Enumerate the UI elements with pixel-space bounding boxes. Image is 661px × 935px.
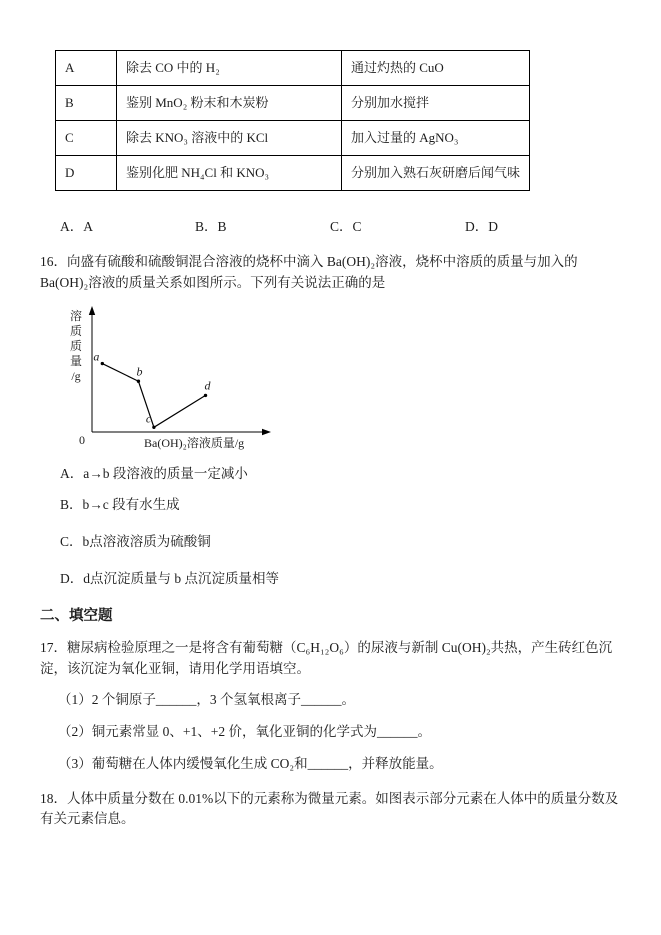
option-label-cell: D bbox=[56, 156, 117, 191]
svg-text:b: b bbox=[136, 364, 143, 379]
option-label-cell: B bbox=[56, 86, 117, 121]
choice-c: C．C bbox=[330, 219, 362, 234]
q16-option-a: A．a→b 段溶液的质量一定减小 bbox=[60, 465, 248, 481]
choice-d: D．D bbox=[465, 219, 498, 234]
q15-option-table bbox=[55, 50, 530, 191]
solute-mass-chart bbox=[54, 300, 294, 458]
q17-text: 17．糖尿病检验原理之一是将含有葡萄糖（C₆H₁₂O₆）的尿液与新制 Cu(OH)₂共热，产生砖红色沉淀，该沉淀为氧化亚铜，请用化学用语填空。 bbox=[40, 639, 613, 676]
choice-a: A．A bbox=[60, 219, 93, 234]
operation-cell: 除去 KNO₃ 溶液中的 KCl bbox=[117, 121, 342, 156]
table-row bbox=[56, 86, 530, 121]
svg-text:量: 量 bbox=[69, 353, 83, 368]
choice-b: B．B bbox=[195, 219, 227, 234]
q17-part-3: （3）葡萄糖在人体内缓慢氧化生成 CO₂和______，并释放能量。 bbox=[58, 755, 443, 771]
q17-part-1: （1）2 个铜原子______，3 个氢氧根离子______。 bbox=[58, 691, 355, 707]
section-title: 二、填空题 bbox=[40, 608, 113, 625]
svg-text:a: a bbox=[93, 349, 100, 364]
q16-text: 16．向盛有硫酸和硫酸铜混合溶液的烧杯中滴入 Ba(OH)₂溶液，烧杯中溶质的质量与加入的 Ba(OH)₂溶液的质量关系如图所示。下列有关说法正确的是 bbox=[40, 253, 578, 290]
table-row bbox=[56, 156, 530, 191]
method-cell: 分别加入熟石灰研磨后闻气味 bbox=[342, 156, 530, 191]
table-row bbox=[56, 121, 530, 156]
q16-option-c: C．b点溶液溶质为硫酸铜 bbox=[60, 533, 211, 549]
chart-canvas bbox=[54, 300, 294, 458]
q17-parts bbox=[40, 690, 623, 775]
table-row bbox=[56, 51, 530, 86]
q16-option-d: D．d点沉淀质量与 b 点沉淀质量相等 bbox=[60, 570, 279, 586]
q16-options bbox=[40, 464, 623, 590]
svg-text:质: 质 bbox=[69, 323, 83, 338]
q17-part-2: （2）铜元素常显 0、+1、+2 价，氧化亚铜的化学式为______。 bbox=[58, 723, 431, 739]
svg-text:0: 0 bbox=[79, 432, 85, 447]
q15-answer-choices bbox=[60, 217, 623, 238]
method-cell: 分别加水搅拌 bbox=[342, 86, 530, 121]
q16-option-b: B．b→c 段有水生成 bbox=[60, 496, 180, 512]
svg-text:/g: /g bbox=[71, 368, 81, 383]
q18-text: 18．人体中质量分数在 0.01%以下的元素称为微量元素。如图表示部分元素在人体中的质量分数及有关元素信息。 bbox=[40, 790, 619, 827]
method-cell: 加入过量的 AgNO₃ bbox=[342, 121, 530, 156]
operation-cell: 鉴别 MnO₂ 粉末和木炭粉 bbox=[117, 86, 342, 121]
svg-text:溶: 溶 bbox=[69, 308, 83, 323]
svg-text:质: 质 bbox=[69, 338, 83, 353]
operation-cell: 鉴别化肥 NH₄Cl 和 KNO₃ bbox=[117, 156, 342, 191]
svg-text:d: d bbox=[204, 378, 211, 393]
option-label-cell: C bbox=[56, 121, 117, 156]
svg-text:c: c bbox=[145, 411, 152, 426]
option-label-cell: A bbox=[56, 51, 117, 86]
operation-cell: 除去 CO 中的 H₂ bbox=[117, 51, 342, 86]
method-cell: 通过灼热的 CuO bbox=[342, 51, 530, 86]
svg-text:Ba(OH)₂溶液质量/g: Ba(OH)₂溶液质量/g bbox=[144, 435, 245, 450]
